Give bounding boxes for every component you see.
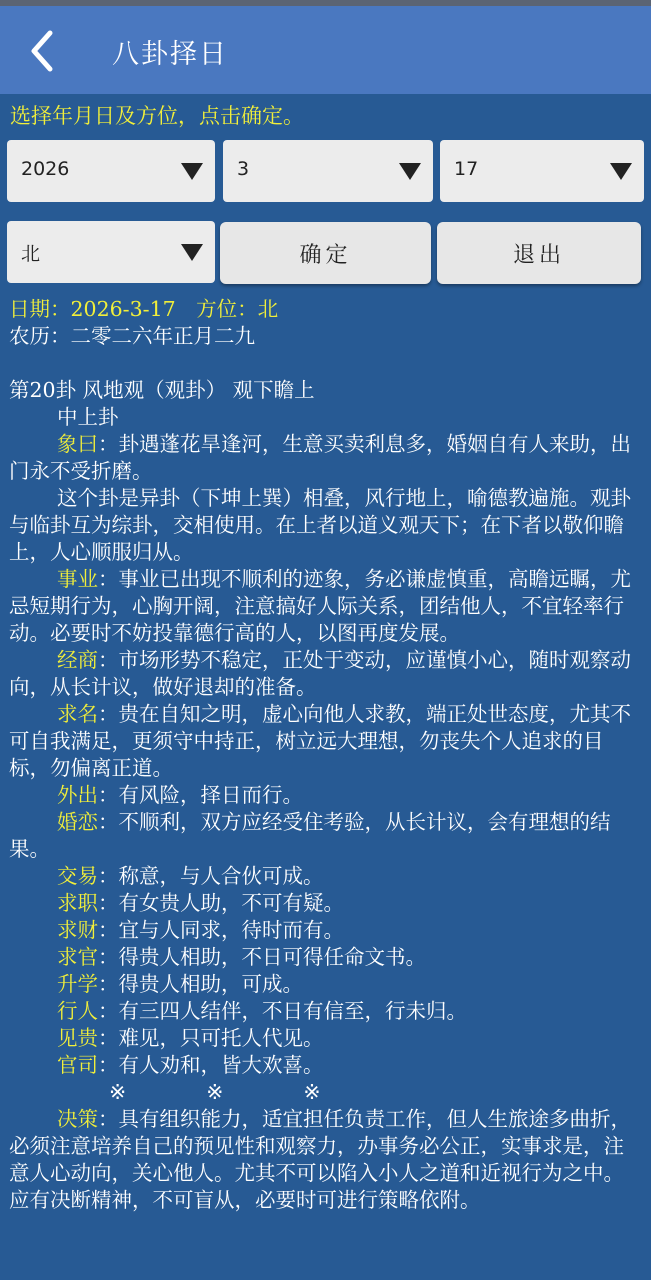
- section-key: 求名: [57, 702, 98, 726]
- section-text: ：有风险，择日而行。: [98, 783, 303, 807]
- hexagram-title: 第20卦 风地观（观卦） 观下瞻上: [9, 378, 315, 402]
- section-key: 象曰: [57, 432, 98, 456]
- separator-row: [9, 1079, 643, 1106]
- month-select[interactable]: [223, 140, 433, 202]
- section-key: 决策: [57, 1107, 98, 1131]
- section-text: ：卦遇蓬花旱逢河，生意买卖利息多，婚姻自有人来助，出门永不受折磨。: [9, 432, 631, 483]
- section-key: 行人: [57, 999, 98, 1023]
- page-title: 八卦择日: [112, 39, 228, 70]
- reading-section: [9, 566, 643, 647]
- section-text: ：称意，与人合伙可成。: [98, 864, 324, 888]
- day-value: 17: [454, 158, 479, 180]
- section-text: ：有人劝和，皆大欢喜。: [98, 1053, 324, 1077]
- section-key: 官司: [57, 1053, 98, 1077]
- year-select[interactable]: [7, 140, 215, 202]
- section-text: ：事业已出现不顺利的迹象，务必谦虚慎重，高瞻远瞩，尤忌短期行为，心胸开阔，注意搞好人际关系，团结他人，不宜轻率行动。必要时不妨投靠德行高的人，以图再度发展。: [9, 567, 631, 645]
- reading-section: [9, 944, 643, 971]
- section-key: 经商: [57, 648, 98, 672]
- direction-value: 北: [21, 243, 41, 265]
- reading-section: [9, 890, 643, 917]
- hexagram-grade: 中上卦: [57, 405, 119, 429]
- reading-section: [9, 917, 643, 944]
- reading-section: [9, 1025, 643, 1052]
- dropdown-arrow-icon: [399, 163, 421, 180]
- reading-section: [9, 809, 643, 863]
- reading-section: [9, 647, 643, 701]
- confirm-button[interactable]: 确定: [220, 222, 431, 284]
- month-value: 3: [237, 158, 250, 180]
- reading-section: [9, 485, 643, 566]
- result-panel: [9, 296, 643, 1214]
- section-text: ：贵在自知之明，虚心向他人求教，端正处世态度，尤其不可自我满足，更须守中持正，树立远大理想，勿丧失个人追求的目标，勿偏离正道。: [9, 702, 631, 780]
- back-button[interactable]: [24, 28, 64, 74]
- section-key: 交易: [57, 864, 98, 888]
- section-key: 求财: [57, 918, 98, 942]
- section-text: ：宜与人同求，待时而有。: [98, 918, 344, 942]
- dropdown-arrow-icon: [181, 244, 203, 261]
- section-key: 外出: [57, 783, 98, 807]
- reading-section: [9, 998, 643, 1025]
- section-text: ：难见，只可托人代见。: [98, 1026, 324, 1050]
- direction-select[interactable]: [7, 221, 215, 283]
- date-direction-line: 日期：2026-3-17 方位：北: [9, 297, 279, 321]
- section-text: ：不顺利，双方应经受住考验，从长计议，会有理想的结果。: [9, 810, 611, 861]
- separator-mark: ※: [206, 1080, 224, 1104]
- year-value: 2026: [21, 158, 70, 180]
- reading-section: [9, 971, 643, 998]
- section-key: 婚恋: [57, 810, 98, 834]
- spacer: [9, 350, 643, 377]
- app-bar: [0, 6, 651, 94]
- section-text: 这个卦是异卦（下坤上巽）相叠，风行地上，喻德教遍施。观卦与临卦互为综卦，交相使用。在上者以道义观天下；在下者以敬仰瞻上，人心顺服归从。: [9, 486, 631, 564]
- section-key: 事业: [57, 567, 98, 591]
- separator-mark: ※: [109, 1080, 127, 1104]
- day-select[interactable]: [440, 140, 644, 202]
- reading-section: [9, 1052, 643, 1079]
- lunar-date-line: 农历：二零二六年正月二九: [9, 324, 255, 348]
- section-text: ：市场形势不稳定，正处于变动，应谨慎小心，随时观察动向，从长计议，做好退却的准备。: [9, 648, 631, 699]
- reading-section: [9, 431, 643, 485]
- reading-section: [9, 863, 643, 890]
- section-text: ：具有组织能力，适宜担任负责工作，但人生旅途多曲折，必须注意培养自己的预见性和观察力，办事务必公正，实事求是，注意人心动向，关心他人。尤其不可以陷入小人之道和近视行为之中。应有决断精神，不可盲从，必要时可进行策略依附。: [9, 1107, 631, 1212]
- decision-section: [9, 1106, 643, 1214]
- section-key: 升学: [57, 972, 98, 996]
- section-key: 求官: [57, 945, 98, 969]
- section-text: ：有女贵人助，不可有疑。: [98, 891, 344, 915]
- separator-mark: ※: [303, 1080, 321, 1104]
- chevron-left-icon: [24, 28, 64, 74]
- section-text: ：有三四人结伴，不日有信至，行未归。: [98, 999, 467, 1023]
- reading-section: [9, 701, 643, 782]
- dropdown-arrow-icon: [181, 163, 203, 180]
- exit-button[interactable]: 退出: [437, 222, 641, 284]
- reading-section: [9, 782, 643, 809]
- instruction-text: 选择年月日及方位，点击确定。: [10, 104, 304, 128]
- dropdown-arrow-icon: [610, 163, 632, 180]
- section-text: ：得贵人相助，可成。: [98, 972, 303, 996]
- section-text: ：得贵人相助，不日可得任命文书。: [98, 945, 426, 969]
- reading-sections: [9, 431, 643, 1079]
- section-key: 见贵: [57, 1026, 98, 1050]
- section-key: 求职: [57, 891, 98, 915]
